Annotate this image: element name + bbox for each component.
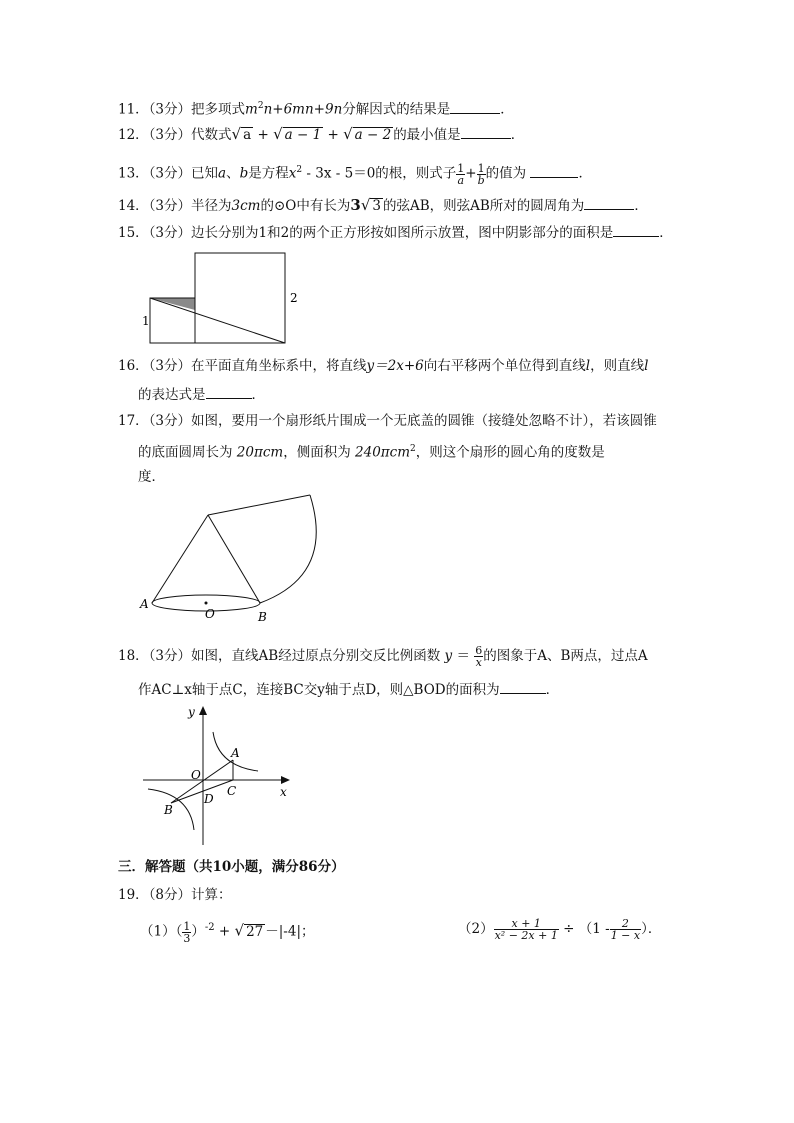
q11-expr-m: m	[245, 101, 258, 118]
q15-figure	[140, 250, 310, 350]
q16-mid: 向右平移两个单位得到直线	[423, 358, 586, 374]
radical-icon: √	[231, 125, 242, 143]
q17-score: （3分）	[148, 413, 192, 429]
q17-text1: 如图，要用一个扇形纸片围成一个无底盖的圆锥（接缝处忽略不计），若该圆锥	[191, 413, 657, 429]
question-11	[118, 96, 514, 120]
q19-p2-fraction-1	[494, 918, 559, 941]
q19-p1-lparen: （	[175, 923, 183, 940]
q13-score: （3分）	[148, 165, 192, 182]
q15-large-square	[195, 253, 285, 343]
q14-end: ．	[634, 198, 648, 214]
q19-text: 计算：	[191, 887, 232, 903]
q15-text: 边长分别为1和2的两个正方形按如图所示放置，图中阴影部分的面积是	[191, 225, 614, 241]
q13-sep: 、	[226, 165, 240, 182]
q18-label-y: y	[188, 705, 195, 719]
q19-p1-rest: －|-4|；	[265, 923, 315, 940]
q18-fraction-num: 6	[475, 644, 483, 657]
q16-end: ．	[251, 387, 265, 403]
q15-label-1: 1	[142, 314, 150, 328]
q18-fraction-den: x	[475, 656, 482, 669]
q16-l2: l	[644, 358, 649, 374]
q11-expr-rest: n+6mn+9n	[263, 101, 343, 118]
q13-f2-den: b	[477, 173, 485, 187]
q11-answer-blank[interactable]	[450, 99, 500, 114]
q17-area: 240πcm	[355, 444, 411, 461]
q18-post: 的图象于A、B两点，过点A	[483, 648, 648, 664]
q14-post: 的弦AB，则弦AB所对的圆周角为	[382, 198, 585, 214]
question-13	[118, 160, 592, 186]
q16-number: 16．	[118, 358, 149, 374]
q17-label-A: A	[140, 597, 149, 611]
q17-text2-a: 的底面圆周长为	[138, 444, 233, 461]
q18-label-A: A	[231, 746, 240, 760]
q14-number: 14．	[118, 198, 149, 214]
question-18-line2	[138, 679, 559, 700]
q18-score: （3分）	[148, 648, 192, 664]
q19-p1-frac-den: 3	[183, 931, 191, 945]
q19-number: 19．	[118, 887, 149, 903]
q15-diagonal	[150, 298, 285, 343]
q17-label-O: O	[205, 607, 215, 621]
q17-text3: 度．	[138, 469, 165, 485]
q17-sector-arc	[260, 495, 316, 603]
q19-p2-rparen: ）．	[641, 921, 662, 937]
q17-center-dot	[205, 602, 208, 605]
q15-number: 15．	[118, 225, 149, 241]
section-3-title: 三．解答题（共10小题，满分86分）	[118, 859, 345, 875]
radical-icon: √	[360, 196, 371, 214]
q16-answer-blank[interactable]	[206, 384, 252, 399]
question-19	[118, 885, 232, 905]
q18-fraction	[474, 645, 483, 668]
question-15	[118, 222, 673, 243]
question-17-line2	[138, 439, 605, 463]
q19-p1-frac-num: 1	[183, 919, 191, 933]
q14-answer-blank[interactable]	[584, 195, 634, 210]
q19-p2-fraction-2	[610, 918, 641, 941]
q16-score: （3分）	[148, 358, 192, 374]
q19-part1	[140, 918, 315, 944]
q17-figure	[130, 490, 330, 625]
q13-f1-num: 1	[457, 161, 465, 175]
q19-p2-div: ÷	[563, 921, 575, 937]
q19-p1-fraction	[182, 921, 191, 944]
q18-label-O: O	[191, 768, 201, 782]
q12-answer-blank[interactable]	[461, 124, 511, 139]
q16-post: ，则直线	[590, 358, 645, 374]
question-14	[118, 195, 648, 216]
q19-p2-lparen: （1 -	[578, 921, 610, 937]
q13-answer-blank[interactable]	[530, 163, 578, 178]
q11-post: 分解因式的结果是	[342, 101, 451, 118]
q19-score: （8分）	[148, 887, 192, 903]
q19-p2-f2-num: 2	[610, 918, 641, 930]
radical-icon: √	[343, 125, 353, 143]
q17-area-sup: 2	[410, 444, 416, 454]
q18-label-C: C	[227, 784, 237, 798]
q17-text2-c: ，则这个扇形的圆心角的度数是	[415, 444, 605, 461]
q13-var-a: a	[218, 165, 227, 182]
q14-radius: 3cm	[231, 198, 261, 214]
q13-f2-num: 1	[477, 161, 485, 175]
q12-post: 的最小值是	[393, 127, 461, 143]
q13-var-b: b	[239, 165, 249, 182]
q19-p2-f1-num: x + 1	[494, 918, 559, 930]
q18-line-AB	[171, 760, 233, 803]
q13-f1-den: a	[457, 173, 465, 187]
q18-label-B: B	[164, 803, 173, 817]
q14-mid: 的⊙O中有长为	[260, 198, 351, 214]
question-17-line3	[138, 467, 165, 487]
q17-cone-right-edge	[208, 515, 260, 603]
question-16-line2	[138, 384, 265, 405]
q18-figure	[140, 700, 300, 850]
q18-x-arrow-icon	[281, 776, 290, 784]
q17-text2-b: ，侧面积为	[283, 444, 351, 461]
q18-end: ．	[545, 682, 560, 698]
q19-p1-rparen: ）	[191, 923, 205, 940]
q14-score: （3分）	[148, 198, 192, 214]
q14-chord-coef: 3	[350, 196, 361, 214]
q17-label-B: B	[258, 610, 267, 624]
q16-expr: ＝2x+6	[374, 358, 424, 374]
q13-fraction-2	[477, 163, 486, 186]
q19-p1-label: （1）	[140, 923, 176, 940]
q15-label-2: 2	[290, 291, 298, 305]
question-12	[118, 124, 524, 145]
q18-y-arrow-icon	[199, 706, 207, 715]
q19-p1-exponent: -2	[204, 922, 215, 933]
q12-radicand-1: a	[243, 127, 252, 143]
q18-eq: ＝	[456, 648, 470, 664]
q13-eq-sup: 2	[296, 165, 303, 175]
q12-radicand-3: a − 2	[354, 127, 392, 143]
q13-plus: +	[465, 165, 477, 182]
q16-pre: 在平面直角坐标系中，将直线	[191, 358, 367, 374]
q18-y: y	[444, 648, 453, 664]
q18-label-D: D	[204, 792, 214, 806]
q17-cone-left-edge	[152, 515, 208, 603]
q19-p2-label: （2）	[458, 921, 494, 937]
q14-pre: 半径为	[191, 198, 232, 214]
question-16	[118, 356, 648, 376]
q19-p1-radicand: 27	[246, 923, 264, 940]
question-18	[118, 645, 648, 668]
radical-icon: √	[273, 125, 283, 143]
q13-eq-rest: - 3x - 5＝0的根，则式子	[302, 165, 457, 182]
q11-score: （3分）	[148, 101, 192, 118]
q16-y: y	[366, 358, 375, 374]
q12-end: ．	[510, 127, 525, 143]
q17-sector-radius	[208, 495, 310, 515]
q18-line2: 作AC⊥x轴于点C，连接BC交y轴于点D，则△BOD的面积为	[138, 682, 500, 698]
q12-plus-2: +	[327, 127, 339, 143]
q15-answer-blank[interactable]	[613, 222, 659, 237]
q17-circumference: 20πcm	[236, 444, 284, 461]
q18-answer-blank[interactable]	[500, 679, 546, 694]
q12-pre: 代数式	[191, 127, 232, 143]
q13-eq-x: x	[288, 165, 297, 182]
q19-p1-plus: +	[218, 923, 231, 940]
q12-score: （3分）	[148, 127, 192, 143]
q13-fraction-1	[456, 163, 465, 186]
q11-number: 11．	[118, 101, 149, 118]
q13-mid: 是方程	[248, 165, 289, 182]
q16-l: l	[585, 358, 591, 374]
q13-pre: 已知	[191, 165, 219, 182]
q15-end: ．	[659, 225, 673, 241]
q16-line2-pre: 的表达式是	[138, 387, 206, 403]
q12-number: 12．	[118, 127, 149, 143]
q19-p2-f2-den: 1 − x	[610, 929, 641, 942]
q18-number: 18．	[118, 648, 149, 664]
q18-label-x: x	[280, 785, 287, 799]
q18-pre: 如图，直线AB经过原点分别交反比例函数	[191, 648, 441, 664]
q13-end: ．	[578, 165, 592, 182]
q12-plus-1: +	[257, 127, 269, 143]
q11-end: ．	[500, 101, 514, 118]
q13-number: 13．	[118, 165, 149, 182]
q19-part2	[458, 918, 661, 941]
q13-post: 的值为	[485, 165, 527, 182]
q15-score: （3分）	[148, 225, 192, 241]
q17-number: 17．	[118, 413, 149, 429]
q12-radicand-2: a − 1	[284, 127, 322, 143]
q11-expr-sup: 2	[257, 101, 264, 111]
radical-icon: √	[234, 921, 245, 940]
question-17	[118, 411, 657, 431]
q18-line-BC	[171, 780, 233, 803]
q19-p2-f1-den: x² − 2x + 1	[494, 929, 558, 942]
q11-pre: 把多项式	[191, 101, 246, 118]
q14-chord-radicand: 3	[372, 198, 381, 214]
